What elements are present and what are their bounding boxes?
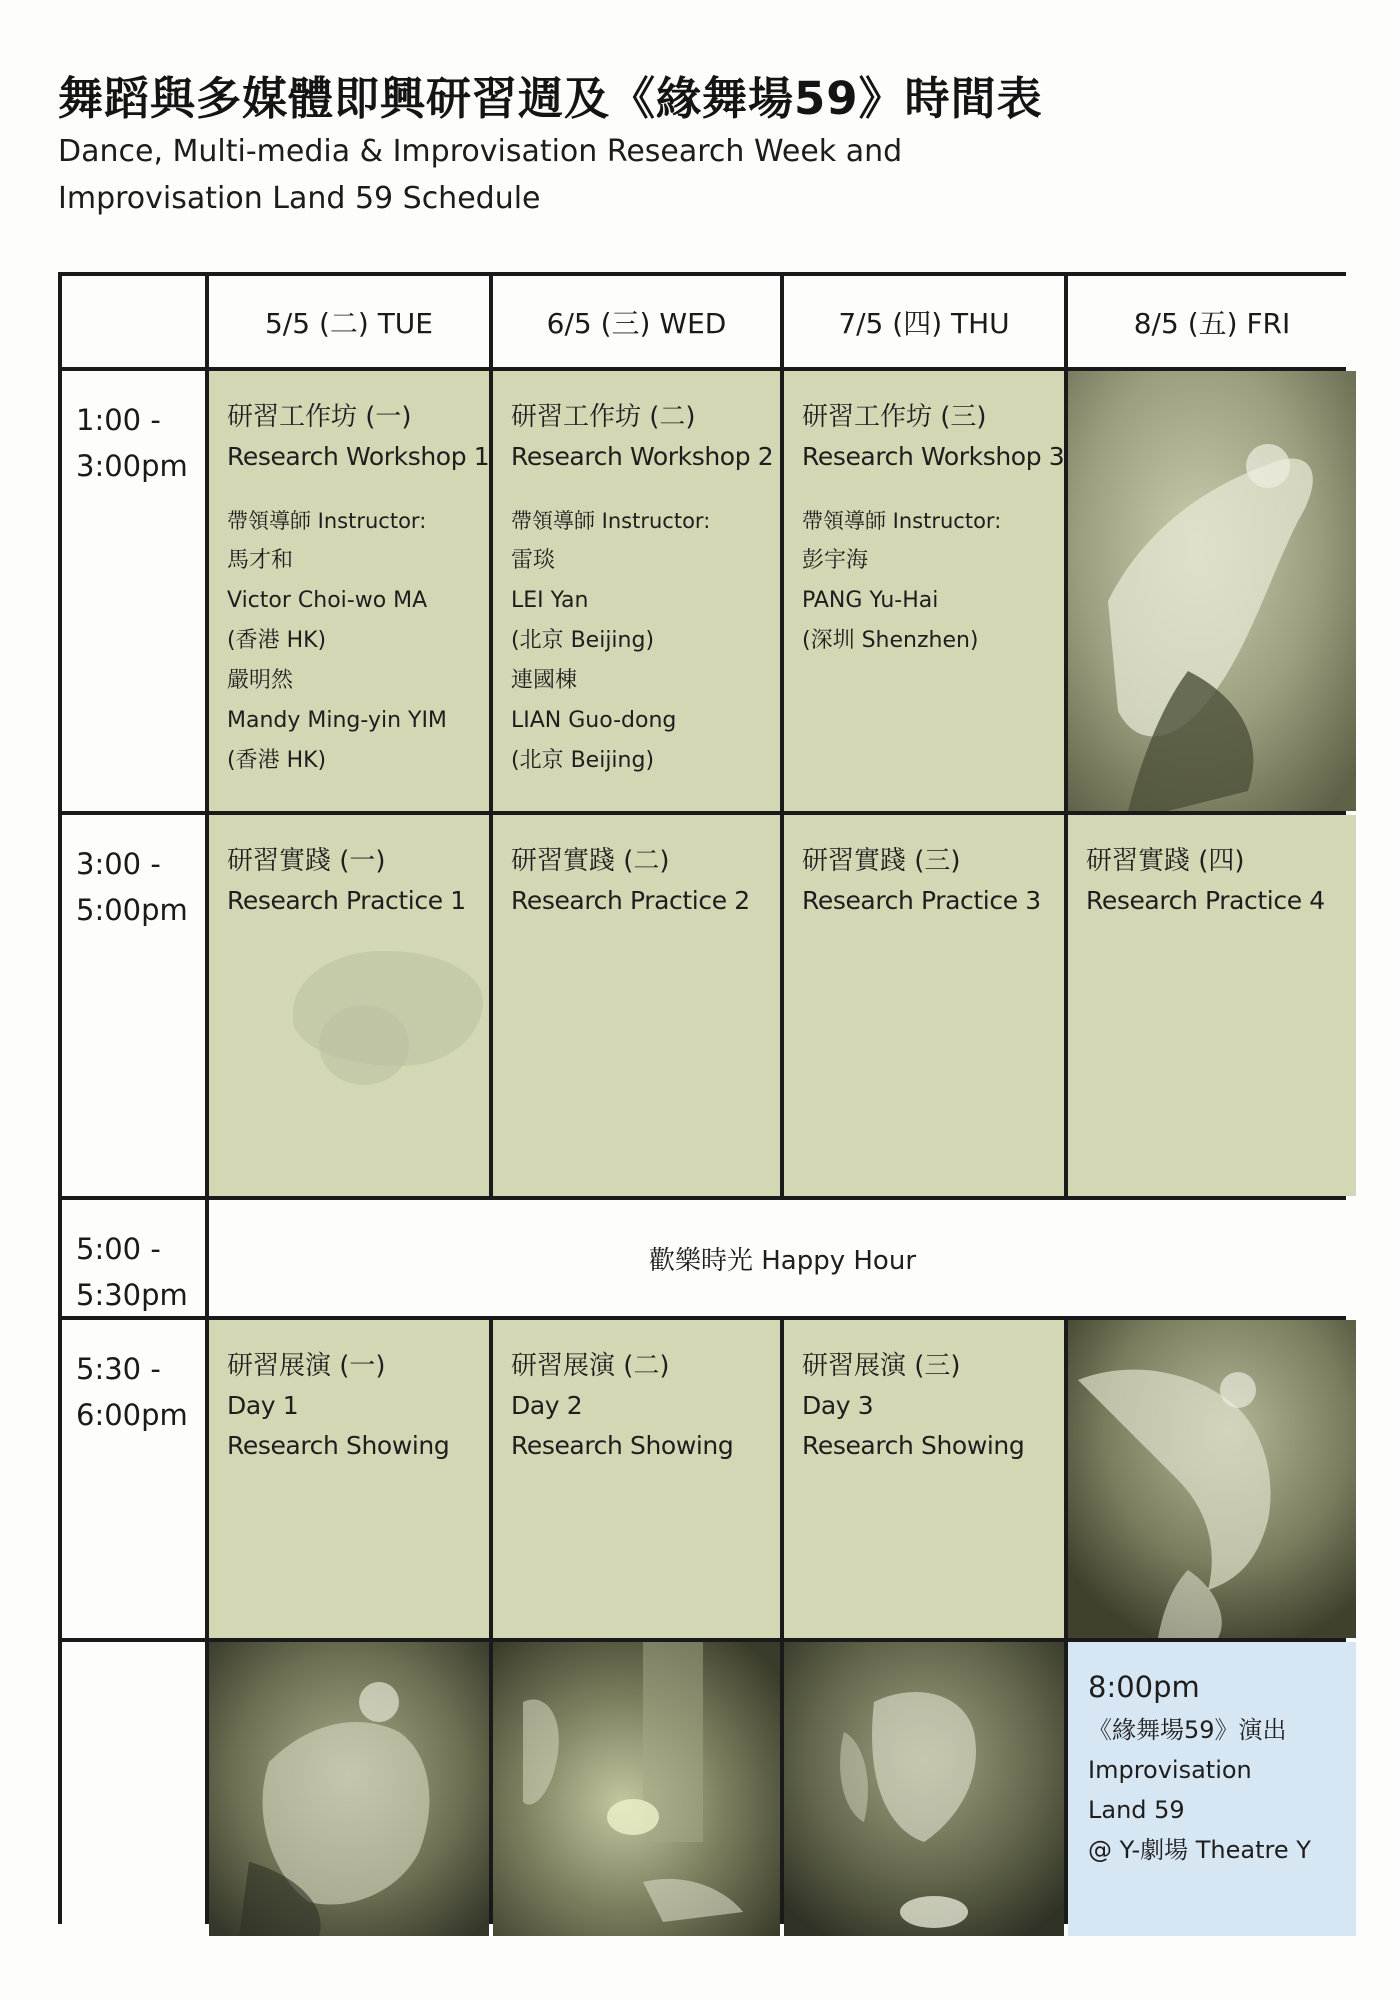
- instructor-line: (香港 HK): [227, 628, 327, 653]
- workshop-cell-3: [784, 371, 1064, 811]
- workshop-title-en: Research Workshop 3: [802, 442, 1064, 471]
- time-end: 5:00pm: [76, 893, 188, 927]
- instructor-label: 帶領導師 Instructor:: [227, 509, 427, 533]
- performance-title-en-1: Improvisation: [1088, 1756, 1252, 1784]
- showing-title-zh: 研習展演 (一): [227, 1351, 386, 1381]
- day-header-fri: 8/5 (五) FRI: [1068, 276, 1356, 367]
- happy-hour-cell: 歡樂時光 Happy Hour: [209, 1200, 1356, 1316]
- showing-day: Day 2: [511, 1391, 583, 1420]
- workshop-title-en: Research Workshop 2: [511, 442, 774, 471]
- showing-title-zh: 研習展演 (三): [802, 1351, 961, 1381]
- workshop-title-en: Research Workshop 1: [227, 442, 489, 471]
- time-start: 3:00 -: [76, 847, 161, 881]
- time-start: 5:00 -: [76, 1232, 161, 1266]
- workshop-cell-2: [493, 371, 780, 811]
- instructor-line: (深圳 Shenzhen): [802, 628, 979, 653]
- corner-cell: [62, 276, 205, 367]
- performance-cell: [1068, 1642, 1356, 1936]
- workshop-cell-1: [209, 371, 489, 811]
- title-en-line-1: Dance, Multi-media & Improvisation Research Week and: [58, 134, 903, 169]
- performance-time: 8:00pm: [1088, 1670, 1200, 1704]
- time-slot-4: [62, 1320, 205, 1638]
- practice-title-en: Research Practice 4: [1086, 886, 1325, 915]
- schedule-title-zh: 舞蹈與多媒體即興研習週及《緣舞場59》時間表: [58, 72, 1043, 125]
- paper-stain: [319, 1005, 409, 1085]
- instructor-line: 馬才和: [227, 548, 294, 573]
- time-start: 5:30 -: [76, 1352, 161, 1386]
- instructor-line: 彭宇海: [802, 548, 869, 573]
- day-header-thu: 7/5 (四) THU: [784, 276, 1064, 367]
- title-en-line-2: Improvisation Land 59 Schedule: [58, 181, 541, 216]
- instructor-label: 帶領導師 Instructor:: [802, 509, 1002, 533]
- dance-photo-fri-showing: [1068, 1320, 1356, 1638]
- workshop-title-zh: 研習工作坊 (三): [802, 402, 987, 432]
- showing-title-en: Research Showing: [227, 1431, 450, 1460]
- instructor-line: Victor Choi-wo MA: [227, 588, 428, 613]
- showing-cell-1: [209, 1320, 489, 1638]
- time-end: 3:00pm: [76, 449, 188, 483]
- time-start: 1:00 -: [76, 403, 161, 437]
- dance-photo-fri-workshop: [1068, 371, 1356, 811]
- showing-day: Day 3: [802, 1391, 874, 1420]
- showing-title-en: Research Showing: [511, 1431, 734, 1460]
- schedule-table: [58, 272, 1346, 1924]
- time-slot-2: [62, 815, 205, 1196]
- practice-title-en: Research Practice 1: [227, 886, 466, 915]
- practice-title-zh: 研習實踐 (三): [802, 846, 961, 876]
- instructor-line: Mandy Ming-yin YIM: [227, 708, 447, 733]
- day-header-wed: 6/5 (三) WED: [493, 276, 780, 367]
- showing-title-zh: 研習展演 (二): [511, 1351, 670, 1381]
- time-end: 6:00pm: [76, 1398, 188, 1432]
- schedule-title-en: [58, 128, 902, 222]
- instructor-line: 連國棟: [511, 668, 578, 693]
- instructor-label: 帶領導師 Instructor:: [511, 509, 711, 533]
- performance-venue: @ Y-劇場 Theatre Y: [1088, 1836, 1311, 1864]
- workshop-title-zh: 研習工作坊 (一): [227, 402, 412, 432]
- showing-day: Day 1: [227, 1391, 299, 1420]
- instructor-line: PANG Yu-Hai: [802, 588, 939, 613]
- time-slot-1: [62, 371, 205, 811]
- practice-cell-3: [784, 815, 1064, 1196]
- instructor-line: LIAN Guo-dong: [511, 708, 677, 733]
- practice-cell-4: [1068, 815, 1356, 1196]
- showing-title-en: Research Showing: [802, 1431, 1025, 1460]
- instructor-line: (北京 Beijing): [511, 748, 655, 773]
- instructor-line: (北京 Beijing): [511, 628, 655, 653]
- time-end: 5:30pm: [76, 1278, 188, 1312]
- day-header-tue: 5/5 (二) TUE: [209, 276, 489, 367]
- time-slot-3: [62, 1200, 205, 1316]
- showing-cell-2: [493, 1320, 780, 1638]
- performance-title-en-2: Land 59: [1088, 1796, 1185, 1824]
- practice-title-zh: 研習實踐 (二): [511, 846, 670, 876]
- instructor-line: LEI Yan: [511, 588, 589, 613]
- instructor-line: (香港 HK): [227, 748, 327, 773]
- instructor-line: 嚴明然: [227, 668, 294, 693]
- practice-title-en: Research Practice 2: [511, 886, 750, 915]
- practice-cell-1: [209, 815, 489, 1196]
- practice-cell-2: [493, 815, 780, 1196]
- dance-photo-tue: [209, 1642, 489, 1936]
- empty-time-cell: [62, 1642, 205, 1936]
- dance-photo-wed: [493, 1642, 780, 1936]
- workshop-title-zh: 研習工作坊 (二): [511, 402, 696, 432]
- dance-photo-thu: [784, 1642, 1064, 1936]
- practice-title-zh: 研習實踐 (一): [227, 846, 386, 876]
- instructor-line: 雷琰: [511, 548, 556, 573]
- showing-cell-3: [784, 1320, 1064, 1638]
- practice-title-en: Research Practice 3: [802, 886, 1041, 915]
- practice-title-zh: 研習實踐 (四): [1086, 846, 1245, 876]
- performance-title-zh: 《緣舞場59》演出: [1088, 1716, 1287, 1744]
